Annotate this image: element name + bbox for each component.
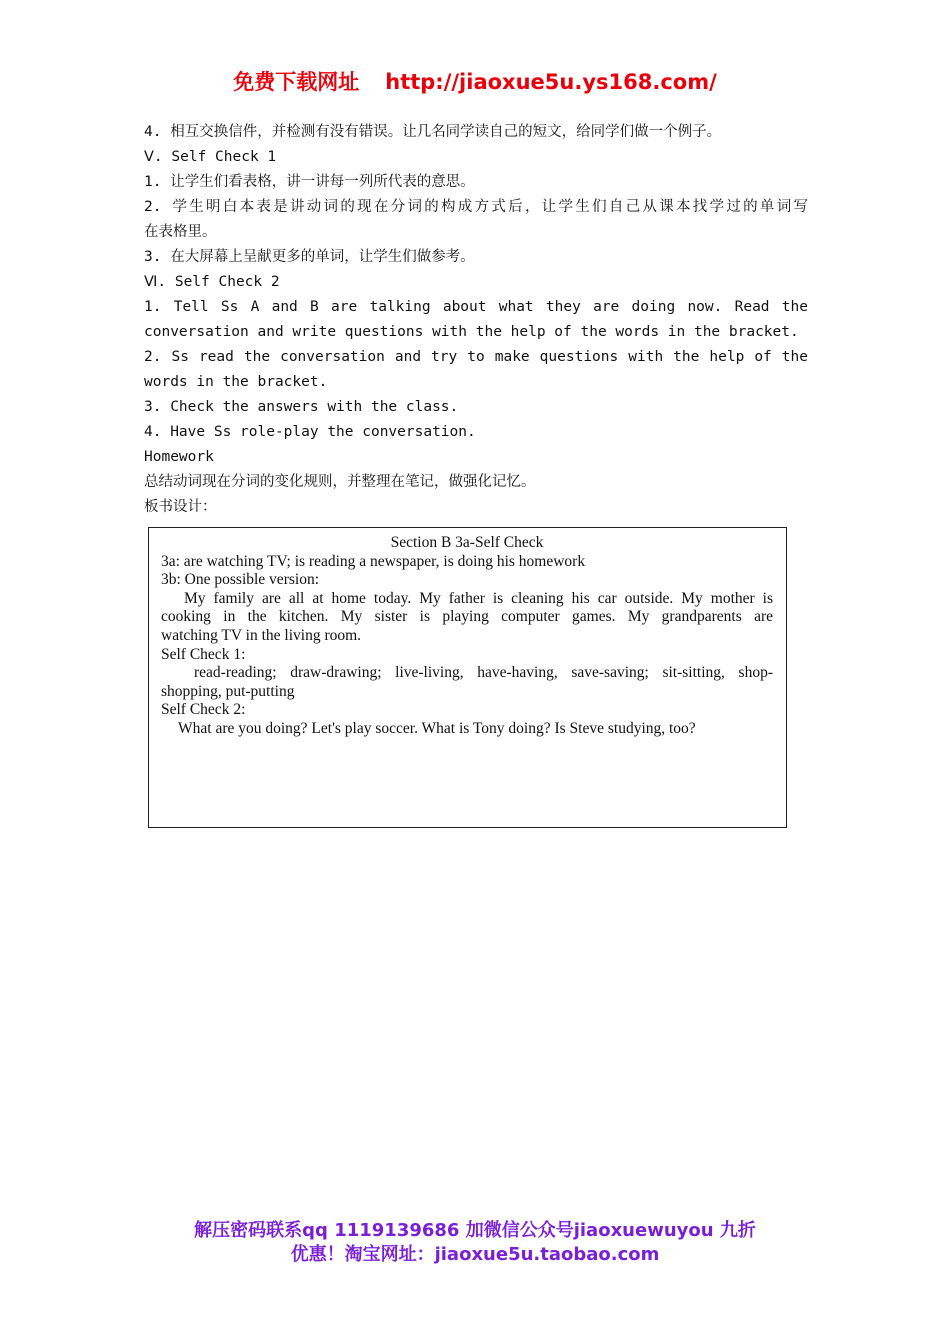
board-design-box	[148, 527, 787, 828]
body-line: 4. Have Ss role-play the conversation.	[144, 424, 476, 440]
board-line: My family are all at home today. My father is cleaning his car outside. My mother is	[184, 589, 773, 607]
body-line: 2. 学生明白本表是讲动词的现在分词的构成方式后，让学生们自己从课本找学过的单词写	[144, 199, 808, 215]
board-line: shopping, put-putting	[161, 682, 295, 700]
section-heading-homework: Homework	[144, 449, 214, 465]
body-line: conversation and write questions with the help of the words in the bracket.	[144, 324, 799, 340]
footer-line: 解压密码联系qq 1119139686 加微信公众号jiaoxuewuyou 九折	[194, 1220, 756, 1241]
body-line: 在表格里。	[144, 224, 217, 240]
body-line: 1. 让学生们看表格，讲一讲每一列所代表的意思。	[144, 174, 475, 190]
section-heading-self-check-2: Ⅵ. Self Check 2	[144, 274, 280, 290]
footer-line: 优惠！淘宝网址：jiaoxue5u.taobao.com	[290, 1244, 660, 1265]
board-line: What are you doing? Let's play soccer. What is Tony doing? Is Steve studying, too?	[178, 719, 696, 737]
board-line: Self Check 2:	[161, 701, 246, 719]
board-line: cooking in the kitchen. My sister is playing computer games. My grandparents are	[161, 608, 773, 626]
header-site-name: 免费下载网址	[233, 70, 360, 94]
board-line: watching TV in the living room.	[161, 626, 362, 644]
board-line: 3b: One possible version:	[161, 571, 319, 589]
board-design-label: 板书设计：	[144, 499, 217, 515]
board-title: Section B 3a-Self Check	[390, 534, 544, 551]
body-line: 2. Ss read the conversation and try to make questions with the help of the	[144, 349, 808, 365]
body-line: 3. 在大屏幕上呈献更多的单词，让学生们做参考。	[144, 249, 475, 265]
body-line: 4. 相互交换信件，并检测有没有错误。让几名同学读自己的短文，给同学们做一个例子。	[144, 124, 722, 140]
body-line: words in the bracket.	[144, 374, 328, 390]
board-line: read-reading; draw-drawing; live-living, have-having, save-saving; sit-sitting, shop-	[194, 664, 773, 682]
section-heading-self-check-1: Ⅴ. Self Check 1	[144, 149, 277, 165]
board-line: 3a: are watching TV; is reading a newspaper, is doing his homework	[161, 552, 586, 570]
lesson-body	[144, 120, 808, 520]
board-line: Self Check 1:	[161, 645, 246, 663]
body-line: 总结动词现在分词的变化规则，并整理在笔记，做强化记忆。	[144, 474, 536, 490]
header-url[interactable]: http://jiaoxue5u.ys168.com/	[385, 70, 717, 94]
body-line: 3. Check the answers with the class.	[144, 399, 459, 415]
body-line: 1. Tell Ss A and B are talking about what they are doing now. Read the	[144, 299, 808, 315]
page-header	[0, 66, 950, 96]
page-footer	[0, 1219, 950, 1267]
